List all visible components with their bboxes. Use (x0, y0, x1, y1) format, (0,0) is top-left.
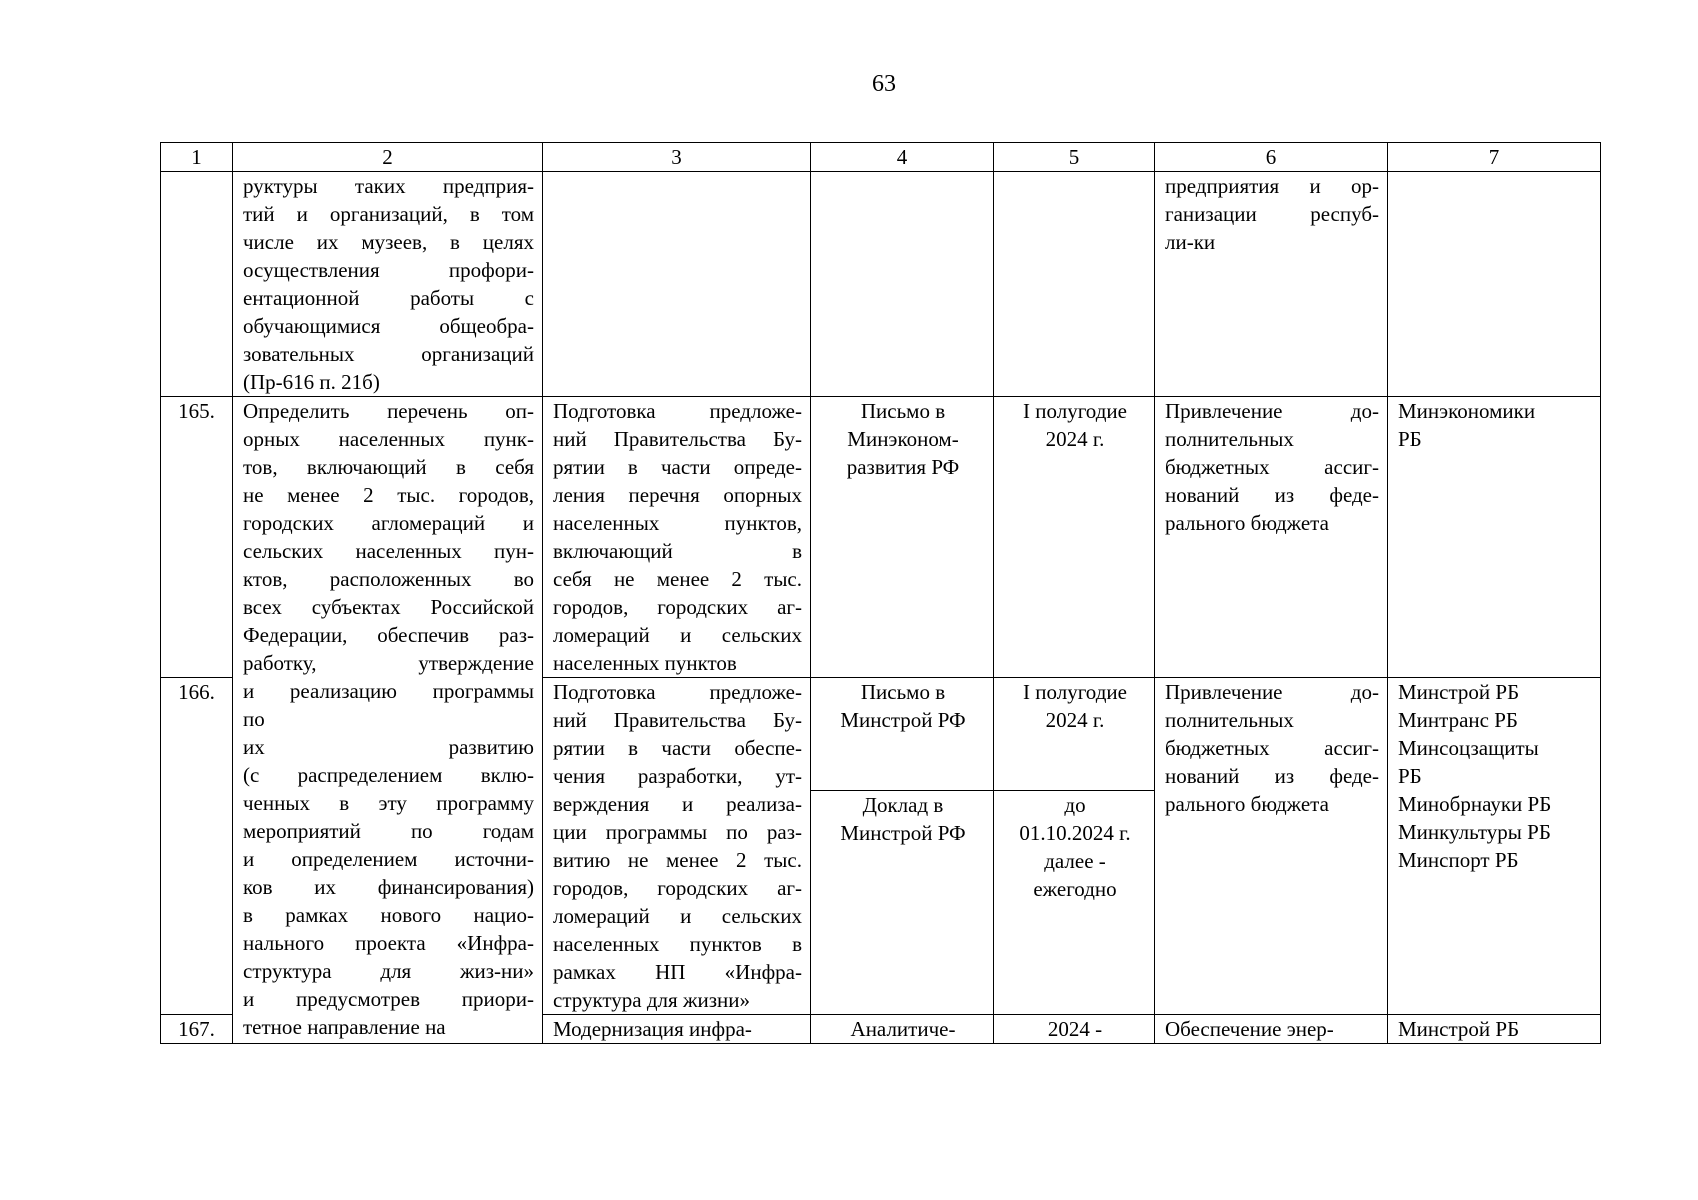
text-line: в рамках нового нацио- (243, 903, 534, 927)
text-line: полнительных (1165, 427, 1294, 451)
document-cell (811, 1015, 994, 1044)
text-line: РБ (1398, 764, 1422, 788)
header-cell-2: 2 (233, 143, 543, 172)
text-line: и определением источни- (243, 847, 534, 871)
text-line: Минэкономики (1398, 399, 1536, 423)
text-line: верждения и реализа- (553, 792, 802, 816)
text-line: городов, городских аг- (553, 595, 802, 619)
row-number: 166. (161, 678, 233, 1015)
action-cell (543, 678, 811, 1015)
text-line: Письмо в (860, 399, 946, 423)
text-line: бюджетных ассиг- (1165, 455, 1379, 479)
result-cell (1155, 678, 1388, 1015)
deadline-cell (994, 397, 1155, 678)
document-cell (811, 397, 994, 678)
header-cell-3: 3 (543, 143, 811, 172)
header-cell-6: 6 (1155, 143, 1388, 172)
deadline-cell (994, 172, 1155, 397)
header-row (161, 143, 1601, 172)
text-line: ции программы по раз- (553, 820, 802, 844)
text-line: структура для жизни» (553, 988, 750, 1012)
text-line: тий и организаций, в том (243, 202, 534, 226)
text-line: себя не менее 2 тыс. (553, 567, 802, 591)
text-line: Подготовка предложе- (553, 399, 802, 423)
text-line: структура для жиз-ни» (243, 959, 534, 983)
text-line: ганизации респуб- (1165, 202, 1379, 226)
text-line: ления перечня опорных (553, 483, 802, 507)
page-number: 63 (872, 71, 896, 97)
executor-cell (1388, 397, 1601, 678)
table-row (161, 172, 1601, 397)
row-number: 165. (161, 397, 233, 678)
text-line: ли-ки (1165, 230, 1216, 254)
deadline-cell (994, 678, 1155, 791)
text-line: Модернизация инфра- (553, 1017, 752, 1041)
text-line: осуществления профори- (243, 258, 534, 282)
text-line: рамках НП «Инфра- (553, 960, 802, 984)
document-cell (811, 791, 994, 1015)
text-line: ний Правительства Бу- (553, 708, 802, 732)
text-line: Минстрой РФ (840, 708, 966, 732)
text-line: Минстрой РБ (1398, 680, 1520, 704)
text-line: тов, включающий в себя (243, 455, 534, 479)
text-line: населенных пунктов, (553, 511, 802, 535)
text-line: Привлечение до- (1165, 680, 1379, 704)
text-line: витию не менее 2 тыс. (553, 848, 802, 872)
text-line: Федерации, обеспечив раз- (243, 623, 534, 647)
text-line: Доклад в (862, 793, 944, 817)
text-line: ломераций и сельских (553, 623, 802, 647)
result-cell (1155, 397, 1388, 678)
text-line: 2024 г. (1045, 427, 1105, 451)
text-line: Минстрой РФ (840, 821, 966, 845)
text-line: Минтранс РБ (1398, 708, 1518, 732)
row-number: 167. (161, 1015, 233, 1044)
text-line: не менее 2 тыс. городов, (243, 483, 534, 507)
text-line: I полугодие (1023, 680, 1127, 704)
executor-cell (1388, 1015, 1601, 1044)
text-line: Письмо в (860, 680, 946, 704)
text-line: бюджетных ассиг- (1165, 736, 1379, 760)
text-line: Аналитиче- (850, 1017, 956, 1041)
measure-cell (233, 397, 543, 1044)
action-cell (543, 1015, 811, 1044)
text-line: нований из феде- (1165, 483, 1379, 507)
text-line: рального бюджета (1165, 792, 1329, 816)
text-line: Обеспечение энер- (1165, 1017, 1334, 1041)
plan-table (160, 142, 1601, 1044)
text-line: ченных в эту программу (243, 791, 534, 815)
text-line: городских агломераций и (243, 511, 534, 535)
text-line: Минобрнауки РБ (1398, 792, 1552, 816)
text-line: развития РФ (846, 455, 960, 479)
text-line: Привлечение до- (1165, 399, 1379, 423)
text-line: I полугодие (1023, 399, 1127, 423)
text-line: предприятия и ор- (1165, 174, 1379, 198)
text-line: руктуры таких предприя- (243, 174, 534, 198)
text-line: Минкультуры РБ (1398, 820, 1551, 844)
text-line: 01.10.2024 г. (1019, 821, 1131, 845)
text-line: далее - (1044, 849, 1106, 873)
deadline-cell (994, 1015, 1155, 1044)
text-line: их развитию (243, 735, 534, 759)
action-cell (543, 397, 811, 678)
text-line: населенных пунктов (553, 651, 737, 675)
header-cell-7: 7 (1388, 143, 1601, 172)
text-line: всех субъектах Российской (243, 595, 534, 619)
text-line: городов, городских аг- (553, 876, 802, 900)
text-line: и предусмотрев приори- (243, 987, 534, 1011)
table-row (161, 397, 1601, 678)
text-line: Определить перечень оп- (243, 399, 534, 423)
measure-cell (233, 172, 543, 397)
text-line: рятии в части опреде- (553, 455, 802, 479)
executor-cell (1388, 172, 1601, 397)
text-line: ктов, расположенных во (243, 567, 534, 591)
text-line: ков их финансирования) (243, 875, 534, 899)
text-line: нований из феде- (1165, 764, 1379, 788)
header-cell-5: 5 (994, 143, 1155, 172)
text-line: населенных пунктов в (553, 932, 802, 956)
result-cell (1155, 172, 1388, 397)
text-line: рального бюджета (1165, 511, 1329, 535)
text-line: орных населенных пунк- (243, 427, 534, 451)
row-number (161, 172, 233, 397)
result-cell (1155, 1015, 1388, 1044)
text-line: Минсоцзащиты (1398, 736, 1539, 760)
text-line: Минэконом- (847, 427, 959, 451)
text-line: мероприятий по годам (243, 819, 534, 843)
text-line: числе их музеев, в целях (243, 230, 534, 254)
text-line: 2024 г. (1045, 708, 1105, 732)
text-line: и реализацию программы (243, 679, 534, 703)
text-line: ний Правительства Бу- (553, 427, 802, 451)
text-line: работку, утверждение (243, 651, 534, 675)
text-line: Подготовка предложе- (553, 680, 802, 704)
text-line: сельских населенных пун- (243, 539, 534, 563)
text-line: РБ (1398, 427, 1422, 451)
text-line: 2024 - (1047, 1017, 1103, 1041)
header-cell-4: 4 (811, 143, 994, 172)
text-line: ентационной работы с (243, 286, 534, 310)
text-line: Минстрой РБ (1398, 1017, 1520, 1041)
text-line: обучающимися общеобра- (243, 314, 534, 338)
header-cell-1: 1 (161, 143, 233, 172)
document-cell (811, 678, 994, 791)
text-line: ежегодно (1033, 877, 1117, 901)
text-line: рятии в части обеспе- (553, 736, 802, 760)
text-line: зовательных организаций (243, 342, 534, 366)
text-line: тетное направление на (243, 1015, 446, 1039)
text-line: включающий в (553, 539, 802, 563)
document-cell (811, 172, 994, 397)
text-line: ломераций и сельских (553, 904, 802, 928)
text-line: по (243, 707, 265, 731)
text-line: Минспорт РБ (1398, 848, 1519, 872)
executor-cell (1388, 678, 1601, 1015)
text-line: (Пр-616 п. 21б) (243, 370, 380, 394)
text-line: до (1064, 793, 1086, 817)
text-line: (с распределением вклю- (243, 763, 534, 787)
deadline-cell (994, 791, 1155, 1015)
text-line: полнительных (1165, 708, 1294, 732)
text-line: чения разработки, ут- (553, 764, 802, 788)
text-line: нального проекта «Инфра- (243, 931, 534, 955)
action-cell (543, 172, 811, 397)
